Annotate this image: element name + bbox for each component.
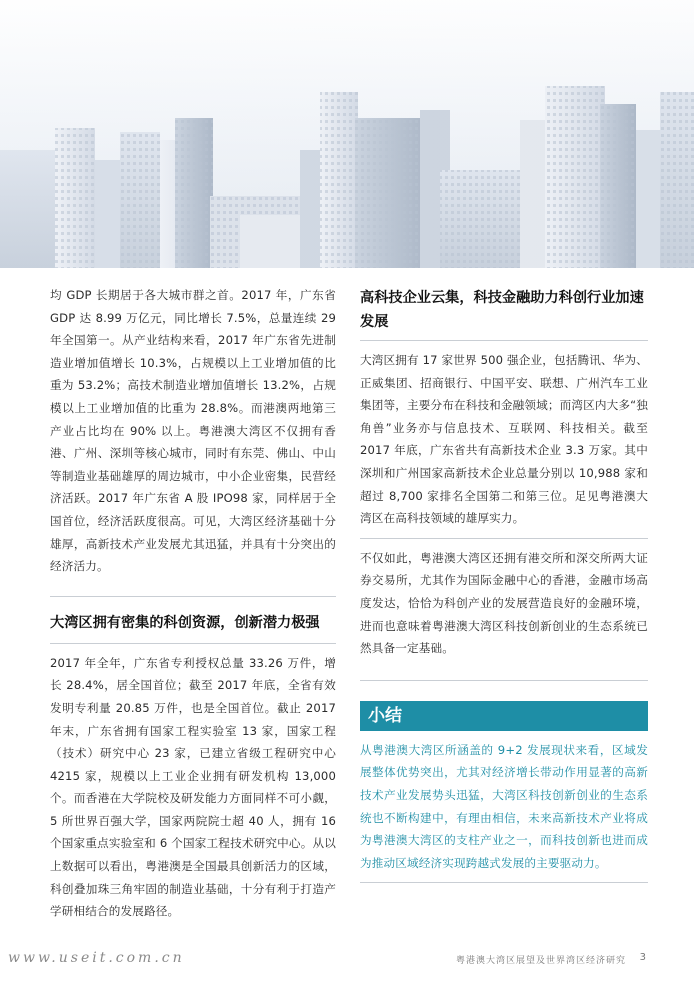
section-divider: [50, 643, 336, 644]
page-number: 3: [639, 952, 646, 963]
section-heading: 大湾区拥有密集的科创资源，创新潜力极强: [50, 614, 320, 631]
right-column: [360, 286, 648, 883]
section-divider: [360, 680, 648, 681]
summary-paragraph: 从粤港澳大湾区所涵盖的 9+2 发展现状来看，区域发展整体优势突出，尤其对经济增长带动作用显著的高新技术产业发展势头迅猛，大湾区科技创新创业的生态系统也不断构建中，有理由相信，未来高新技术产业将成为粤港澳大湾区的支柱产业之一，而科技创新也进而成为推动区域经济实现跨越式发展的主要驱动力。: [360, 742, 648, 870]
skyline-illustration: [0, 0, 694, 268]
report-title: 粤港澳大湾区展望及世界湾区经济研究: [455, 956, 626, 966]
intro-paragraph: 均 GDP 长期居于各大城市群之首。2017 年，广东省 GDP 达 8.99 万亿元，同比增长 7.5%，总量连续 29 年全国第一。从产业结构来看，2017 年广东省先进制造业增加值增长 10.3%，占规模以上工业增加值的比重为 53.2%；高技术制造业增加值增长 13.2%，占规模以上工业增加值的比重为 28.8%。而港澳两地第三产业占比均在 90% 以上。粤港澳大湾区不仅拥有香港、广州、深圳等核心城市，同时有东莞、佛山、中山等制造业基础雄厚的周边城市，中小企业密集，民营经济活跃。2017 年广东省 A 股 IPO98 家，同样居于全国首位，经济活跃度很高。可见，大湾区经济基础十分雄厚，高新技术产业发展尤其迅猛，并具有十分突出的经济活力。: [50, 288, 336, 574]
section-divider: [360, 882, 648, 883]
section-divider: [50, 596, 336, 597]
summary-title: 小结: [360, 701, 648, 731]
section-divider: [360, 538, 648, 539]
section-heading: 高科技企业云集，科技金融助力科创行业加速发展: [360, 290, 644, 330]
paragraph-1: 大湾区拥有 17 家世界 500 强企业，包括腾讯、华为、正威集团、招商银行、中国平安、联想、广州汽车工业集团等，主要分布在科技和金融领域；而湾区内大多“独角兽”业务亦与信息技术、互联网、科技相关。截至 2017 年底，广东省共有高新技术企业 3.3 万家。其中深圳和广州国家高新技术企业总量分别以 10,988 家和超过 8,700 家排名全国第二和第三位。足见粤港澳大湾区在高科技领域的雄厚实力。: [360, 353, 649, 526]
paragraph-2: 不仅如此，粤港澳大湾区还拥有港交所和深交所两大证券交易所，尤其作为国际金融中心的香港，金融市场高度发达，恰恰为科创产业的发展营造良好的金融环境，进而也意味着粤港澳大湾区科技创新创业的生态系统已然具备一定基础。: [360, 550, 648, 656]
left-column: [50, 284, 336, 923]
header-city-skyline-image: [0, 0, 694, 268]
watermark-text: www.useit.com.cn: [8, 950, 185, 966]
section-divider: [360, 340, 648, 341]
section-paragraph: 2017 年全年，广东省专利授权总量 33.26 万件，增长 28.4%，居全国首位；截至 2017 年底，全省有效发明专利量 20.85 万件，也是全国首位。截止 2017 年末，广东省拥有国家工程实验室 13 家，国家工程（技术）研究中心 23 家，已建立省级工程研究中心 4215 家，规模以上工业企业拥有研发机构 13,000 个。而香港在大学院校及研发能力方面同样不可小觑，5 所世界百强大学，国家两院院士超 40 人，拥有 16 个国家重点实验室和 6 个国家工程技术研究中心。从以上数据可以看出，粤港澳是全国最具创新活力的区域，科创叠加珠三角牢固的制造业基础，十分有利于打造产学研相结合的发展路径。: [50, 655, 336, 919]
page-footer: [0, 950, 694, 970]
